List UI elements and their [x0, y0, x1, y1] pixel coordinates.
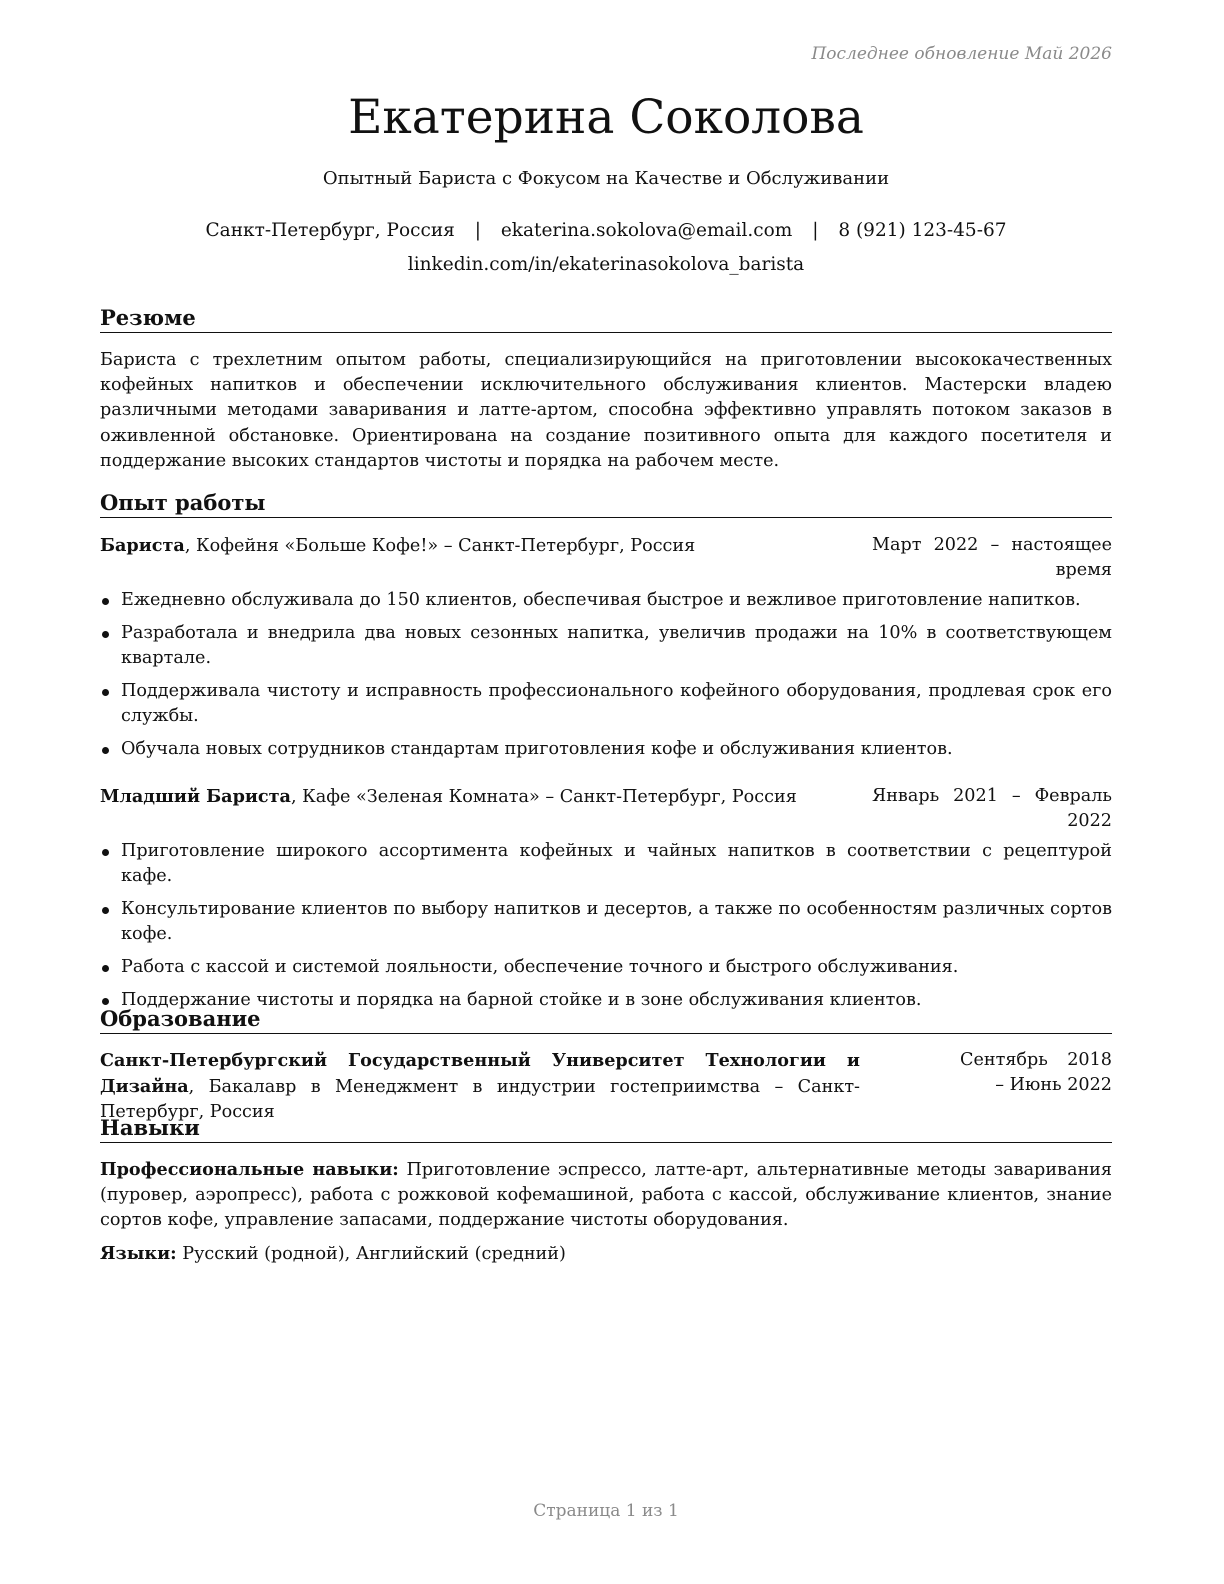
skills-professional-label: Профессиональные навыки:: [100, 1159, 399, 1180]
section-title-education: Образование: [100, 1006, 1112, 1034]
list-item: [100, 679, 1112, 729]
skills-languages-text: Русский (родной), Английский (средний): [182, 1244, 566, 1264]
skills-professional-text: Приготовление эспрессо, латте-арт, альтернативные методы заваривания (пуровер, аэропресс), работа с рожковой кофемашиной, работа с кассой, обслуживание клиентов, знание сортов кофе, управление запасами, поддержание чистоты оборудования.: [100, 1160, 1112, 1231]
list-item: [100, 737, 1112, 762]
section-title-skills: Навыки: [100, 1115, 1112, 1143]
skills-professional: [100, 1157, 1112, 1234]
job-position: Младший Бариста: [100, 786, 291, 807]
candidate-name: Екатерина Соколова: [348, 90, 864, 145]
job-details: , Кофейня «Больше Кофе!» – Санкт-Петербург, Россия: [184, 536, 696, 556]
job-bullets: [100, 839, 1112, 1021]
list-item: [100, 897, 1112, 947]
bullet-icon: [102, 747, 109, 754]
bullet-text: Консультирование клиентов по выбору напитков и десертов, а также по особенностям различных сортов кофе.: [121, 899, 1112, 944]
job-dates: Март 2022 – настоящее время: [872, 535, 1112, 580]
bullet-text: Ежедневно обслуживала до 150 клиентов, обеспечивая быстрое и вежливое приготовление напитков.: [121, 590, 1081, 610]
list-item: [100, 588, 1112, 613]
bullet-icon: [102, 965, 109, 972]
skills-languages-label: Языки:: [100, 1243, 177, 1264]
bullet-icon: [102, 631, 109, 638]
bullet-text: Поддерживала чистоту и исправность профессионального кофейного оборудования, продлевая срок его службы.: [121, 681, 1112, 726]
job-bullets: [100, 588, 1112, 770]
bullet-text: Разработала и внедрила два новых сезонных напитка, увеличив продажи на 10% в соответствующем квартале.: [121, 623, 1112, 668]
resume-page: [100, 0, 1112, 1584]
skills-languages: [100, 1241, 1112, 1267]
job-position: Бариста: [100, 535, 185, 556]
section-title-summary: Резюме: [100, 305, 1112, 333]
job-details: , Кафе «Зеленая Комната» – Санкт-Петербург, Россия: [290, 787, 797, 807]
section-title-experience: Опыт работы: [100, 490, 1112, 518]
contact-location: Санкт-Петербург, Россия: [205, 220, 455, 241]
summary-text: Бариста с трехлетним опытом работы, специализирующийся на приготовлении высококачественных кофейных напитков и обеспечении исключительного обслуживания клиентов. Мастерски владею различными методами заваривания и латте-артом, способна эффективно управлять потоком заказов в оживленной обстановке. Ориентирована на создание позитивного опыта для каждого посетителя и поддержание высоких стандартов чистоты и порядка на рабочем месте.: [100, 350, 1112, 471]
job-title-line: [100, 533, 695, 559]
bullet-text: Приготовление широкого ассортимента кофейных и чайных напитков в соответствии с рецептурой кафе.: [121, 841, 1112, 886]
contact-separator: |: [474, 220, 481, 241]
page-number: Страница 1 из 1: [533, 1501, 679, 1521]
contact-phone: 8 (921) 123-45-67: [838, 220, 1007, 241]
bullet-icon: [102, 689, 109, 696]
bullet-icon: [102, 907, 109, 914]
bullet-text: Обучала новых сотрудников стандартам приготовления кофе и обслуживания клиентов.: [121, 739, 953, 759]
bullet-text: Работа с кассой и системой лояльности, обеспечение точного и быстрого обслуживания.: [121, 957, 959, 977]
list-item: [100, 955, 1112, 980]
education-dates: Сентябрь 2018 – Июнь 2022: [960, 1050, 1112, 1095]
bullet-icon: [102, 849, 109, 856]
bullet-icon: [102, 598, 109, 605]
bullet-icon: [102, 998, 109, 1005]
linkedin-link[interactable]: linkedin.com/in/ekaterinasokolova_barista: [407, 254, 805, 275]
job-title-line: [100, 784, 797, 810]
education-institution: Санкт-Петербургский Государственный Университет Технологии и Дизайна: [100, 1050, 860, 1097]
candidate-subtitle: Опытный Бариста с Фокусом на Качестве и Обслуживании: [322, 168, 890, 189]
education-details: , Бакалавр в Менеджмент в индустрии гостеприимства – Санкт-Петербург, Россия: [100, 1077, 860, 1122]
education-text: [100, 1048, 860, 1125]
contact-email[interactable]: ekaterina.sokolova@email.com: [500, 220, 793, 241]
bullet-text: Поддержание чистоты и порядка на барной стойке и в зоне обслуживания клиентов.: [121, 990, 922, 1010]
list-item: [100, 621, 1112, 671]
contact-separator: |: [812, 220, 819, 241]
job-dates: Январь 2021 – Февраль 2022: [872, 786, 1112, 831]
contact-line: [100, 219, 1112, 243]
list-item: [100, 839, 1112, 889]
last-updated: Последнее обновление Май 2026: [811, 44, 1112, 64]
